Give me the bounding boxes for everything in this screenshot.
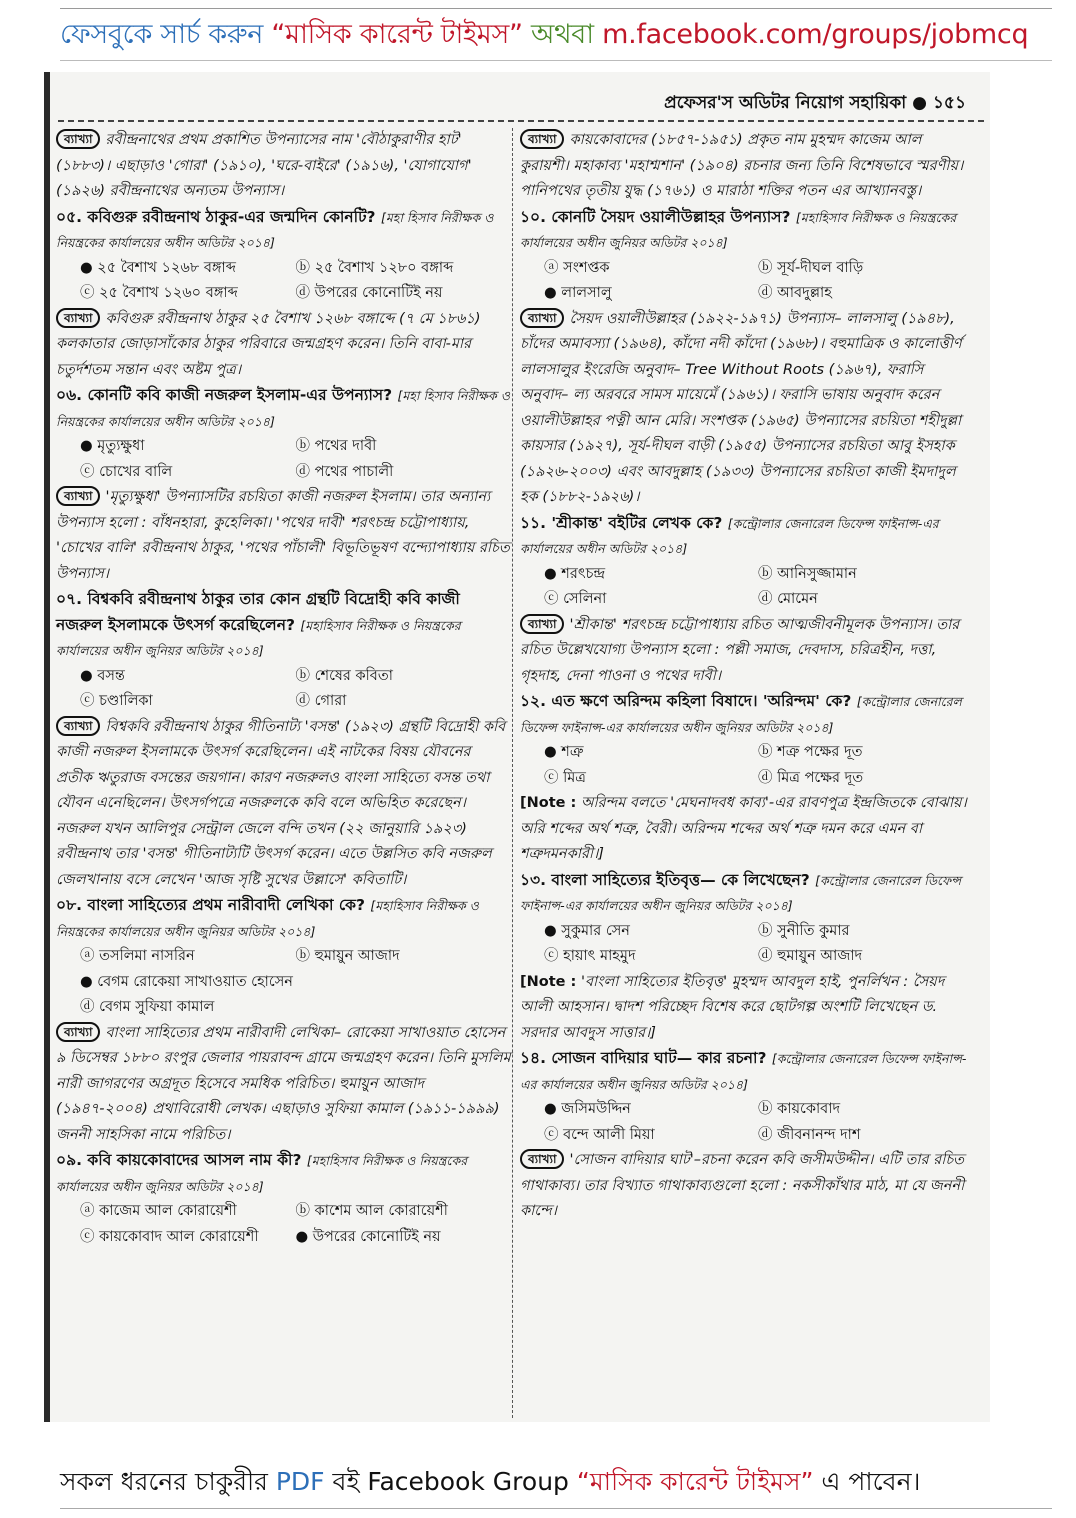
note-block	[520, 791, 972, 868]
option-item: ⓑ সুনীতি কুমার	[758, 922, 850, 939]
question-source: [কন্ট্রোলার জেনারেল ডিফেন্স ফাইনান্স-এর কার্যালয়ের অধীন জুনিয়র অডিটর ২০১৪]	[520, 1051, 967, 1092]
option-item: ⓒ চোখের বালি	[80, 463, 173, 480]
option-item: ⓒ কায়কোবাদ আল কোরায়েশী	[80, 1228, 259, 1245]
footer-text-2: বই Facebook Group	[332, 1467, 569, 1496]
explanation-block	[520, 613, 972, 690]
option-list	[520, 919, 972, 970]
question-source: [মহাহিসাব নিরীক্ষক ও নিয়ন্ত্রকের কার্যালয়ের অধীন জুনিয়র অডিটর ২০১৪]	[56, 898, 479, 939]
option-item: ⓒ হায়াৎ মাহমুদ	[544, 948, 636, 964]
option-item: ⓒ ২৫ বৈশাখ ১২৬০ বঙ্গাব্দ	[80, 285, 238, 301]
question	[56, 1148, 511, 1199]
question-text: ১২. এত ক্ষণে অরিন্দম কহিলা বিষাদে। 'অরিন্দম' কে?	[520, 692, 852, 710]
question-text: ১০. কোনটি সৈয়দ ওয়ালীউল্লাহর উপন্যাস?	[520, 207, 791, 226]
right-column	[520, 128, 972, 1225]
question	[520, 868, 972, 919]
explanation-text: বাংলা সাহিত্যের প্রথম নারীবাদী লেখিকা– রোকেয়া সাখাওয়াত হোসেন ৯ ডিসেম্বর ১৮৮০ রংপুর জেলার পায়রাবন্দ গ্রামে জন্মগ্রহণ করেন। তিনি মুসলিম নারী জাগরণের অগ্রদূত হিসেবে সমধিক পরিচিত। হুমায়ুন আজাদ (১৯৪৭-২০০৪) প্রথাবিরোধী লেখক। এছাড়াও সুফিয়া কামাল (১৯১১-১৯৯৯) জননী সাহসিকা নামে পরিচিত।	[56, 1024, 511, 1143]
option-item: ⓓ বেগম সুফিয়া কামাল	[80, 999, 215, 1015]
explanation-text: কায়কোবাদের (১৮৫৭-১৯৫১) প্রকৃত নাম মুহম্মদ কাজেম আল কুরায়শী। মহাকাব্য 'মহাশ্মশান' (১৯০৪) রচনার জন্য তিনি বিশেষভাবে স্মরণীয়। পানিপথের তৃতীয় যুদ্ধ (১৭৬১) ও মারাঠা শক্তির পতন এর আখ্যানবস্তু।	[520, 132, 964, 199]
explanation-tag: ব্যাখ্যা	[520, 614, 564, 634]
option-item: ⓓ মোমেন	[758, 591, 818, 607]
note-head: [Note :	[520, 973, 577, 990]
option-item: ⓑ আনিসুজ্জামান	[758, 565, 857, 582]
header-or-text: অথবা	[531, 19, 594, 50]
explanation-tag: ব্যাখ্যা	[56, 486, 100, 506]
explanation-text: 'শ্রীকান্ত' শরৎচন্দ্র চট্টোপাধ্যায় রচিত আত্মজীবনীমূলক উপন্যাস। তার রচিত উল্লেখযোগ্য উপন্যাস হলো : পল্লী সমাজ, দেবদাস, চরিত্রহীন, দত্তা, গৃহদাহ, দেনা পাওনা ও পথের দাবী।	[520, 616, 960, 684]
option-item: ⓓ জীবনানন্দ দাশ	[758, 1126, 861, 1143]
footer-text-3: এ পাবেন।	[821, 1467, 921, 1496]
explanation-block	[56, 715, 511, 894]
question-source: [মহাহিসাব নিরীক্ষক ও নিয়ন্ত্রকের কার্যালয়ের অধীন জুনিয়র অডিটর ২০১৪]	[520, 209, 957, 250]
question-text: ০৭. বিশ্বকবি রবীন্দ্রনাথ ঠাকুর তার কোন গ্রন্থটি বিদ্রোহী কবি কাজী নজরুল ইসলামকে উৎসর্গ করেছিলেন?	[56, 590, 460, 634]
option-item: ⓓ মিত্র পক্ষের দূত	[758, 769, 864, 786]
option-item: ⓑ কায়কোবাদ	[758, 1101, 841, 1117]
explanation-tag: ব্যাখ্যা	[56, 308, 100, 328]
explanation-text: কবিগুরু রবীন্দ্রনাথ ঠাকুর ২৫ বৈশাখ ১২৬৮ বঙ্গাব্দে (৭ মে ১৮৬১) কলকাতার জোড়াসাঁকোর ঠাকুর পরিবারে জন্মগ্রহণ করেন। তিনি বাবা-মার চতুর্দশতম সন্তান এবং অষ্টম পুত্র।	[56, 310, 481, 378]
left-column	[56, 128, 511, 1250]
question	[520, 1046, 972, 1097]
footer-pdf: PDF	[275, 1467, 325, 1496]
question-source: [মহা হিসাব নিরীক্ষক ও নিয়ন্ত্রকের কার্যালয়ের অধীন অডিটর ২০১৪]	[56, 209, 494, 250]
question-text: ০৬. কোনটি কবি কাজী নজরুল ইসলাম-এর উপন্যাস?	[56, 386, 393, 404]
column-divider	[512, 128, 513, 1418]
option-item: ⓑ কাশেম আল কোরায়েশী	[295, 1203, 448, 1219]
question	[56, 587, 511, 664]
question-text: ১৪. সোজন বাদিয়ার ঘাট— কার রচনা?	[520, 1049, 767, 1067]
option-item: ⓐ তসলিমা নাসরিন	[80, 948, 195, 964]
explanation-text: রবীন্দ্রনাথের প্রথম প্রকাশিত উপন্যাসের নাম 'বৌঠাকুরাণীর হাট' (১৮৮৩)। এছাড়াও 'গোরা' (১৯১০), 'ঘরে-বাইরে' (১৯১৬), 'যোগাযোগ' (১৯২৬) রবীন্দ্রনাথের অন্যতম উপন্যাস।	[56, 132, 472, 199]
question-source: [মহাহিসাব নিরীক্ষক ও নিয়ন্ত্রকের কার্যালয়ের অধীন জুনিয়র অডিটর ২০১৪]	[56, 1153, 468, 1194]
option-item: ● শরৎচন্দ্র	[544, 565, 606, 582]
promo-header	[60, 14, 1060, 59]
option-item: ● শত্রু	[544, 744, 584, 760]
explanation-block	[520, 307, 972, 511]
explanation-tag: ব্যাখ্যা	[520, 308, 564, 328]
option-list	[56, 944, 511, 970]
note-text: অরিন্দম বলতে 'মেঘনাদবধ কাব্য'-এর রাবণপুত্র ইন্দ্রজিতকে বোঝায়। অরি শব্দের অর্থ শত্রু, বৈরী। অরিন্দম শব্দের অর্থ শত্রু দমন করে এমন বা শত্রুদমনকারী।]	[520, 795, 967, 862]
explanation-block	[56, 128, 511, 205]
option-item: ● বেগম রোকেয়া সাখাওয়াত হোসেন	[80, 973, 293, 990]
option-list	[56, 434, 511, 485]
option-item: ⓓ গোরা	[295, 693, 347, 709]
question-text: ১৩. বাংলা সাহিত্যের ইতিবৃত্ত— কে লিখেছেন?	[520, 870, 810, 889]
question	[56, 205, 511, 256]
promo-footer	[60, 1462, 920, 1505]
option-item: ● বসন্ত	[80, 667, 125, 684]
question-source: [কন্ট্রোলার জেনারেল ডিফেন্স ফাইনান্স-এর কার্যালয়ের অধীন অডিটর ২০১৪]	[520, 515, 939, 556]
explanation-text: বিশ্বকবি রবীন্দ্রনাথ ঠাকুর গীতিনাট্য 'বসন্ত' (১৯২৩) গ্রন্থটি বিদ্রোহী কবি কাজী নজরুল ইসলামকে উৎসর্গ করেছিলেন। এই নাটকের বিষয় যৌবনের প্রতীক ঋতুরাজ বসন্তের জয়গান। কারণ নজরুলও বাংলা সাহিত্যে বসন্ত তথা যৌবন এনেছিলেন। উৎসর্গপত্রে নজরুলকে কবি বলে অভিহিত করেছেন। নজরুল যখন আলিপুর সেন্ট্রাল জেলে বন্দি তখন (২২ জানুয়ারি ১৯২৩) রবীন্দ্রনাথ তার 'বসন্ত' গীতিনাট্যটি উৎসর্গ করেন। এতে উল্লসিত কবি নজরুল জেলখানায় বসে লেখেন 'আজ সৃষ্টি সুখের উল্লাসে' কবিতাটি।	[56, 718, 506, 888]
option-list	[520, 1097, 972, 1148]
option-list	[520, 740, 972, 791]
explanation-tag: ব্যাখ্যা	[520, 129, 564, 149]
option-item: ⓐ সংশপ্তক	[544, 259, 610, 276]
top-rule	[60, 8, 1052, 9]
footer-group-name: “মাসিক কারেন্ট টাইমস”	[576, 1467, 814, 1496]
explanation-block	[520, 128, 972, 205]
question-source: [কন্ট্রোলার জেনারেল ডিফেন্স ফাইনান্স-এর কার্যালয়ের অধীন জুনিয়র অডিটর ২০১৪]	[520, 694, 962, 735]
question-text: ০৫. কবিগুরু রবীন্দ্রনাথ ঠাকুর-এর জন্মদিন কোনটি?	[56, 207, 376, 226]
page-head-divider	[58, 120, 984, 122]
question-text: ০৯. কবি কায়কোবাদের আসল নাম কী?	[56, 1151, 302, 1169]
explanation-block	[520, 1148, 972, 1225]
option-item: ⓓ হুমায়ুন আজাদ	[758, 948, 863, 964]
header-rule	[60, 60, 1052, 61]
option-item: ⓑ সূর্য-দীঘল বাড়ি	[758, 259, 864, 276]
running-head: প্রফেসর'স অডিটর নিয়োগ সহায়িকা ● ১৫১	[664, 93, 966, 113]
option-item: ⓒ সেলিনা	[544, 591, 607, 607]
explanation-tag: ব্যাখ্যা	[56, 716, 100, 736]
explanation-text: 'সোজন বাদিয়ার ঘাট'–রচনা করেন কবি জসীমউদ্দীন। এটি তার রচিত গাথাকাব্য। তার বিখ্যাত গাথাকাব্যগুলো হলো : নকসীকাঁথার মাঠ, মা যে জননী কান্দে।	[520, 1152, 965, 1219]
option-item: ⓓ উপরের কোনোটিই নয়	[295, 285, 443, 301]
question	[56, 893, 511, 944]
option-item: ● লালসালু	[544, 285, 612, 301]
question-text: ১১. 'শ্রীকান্ত' বইটির লেখক কে?	[520, 513, 723, 532]
footer-text-1: সকল ধরনের চাকুরীর	[60, 1467, 268, 1496]
scan-edge	[44, 72, 50, 1422]
header-search-text: ফেসবুকে সার্চ করুন	[60, 19, 264, 50]
scanned-page	[44, 72, 990, 1422]
option-item: ⓒ বন্দে আলী মিয়া	[544, 1126, 655, 1143]
question-source: [মহাহিসাব নিরীক্ষক ও নিয়ন্ত্রকের কার্যালয়ের অধীন জুনিয়র অডিটর ২০১৪]	[56, 617, 461, 658]
explanation-tag: ব্যাখ্যা	[520, 1149, 564, 1169]
question	[520, 205, 972, 256]
option-item: ⓒ মিত্র	[544, 769, 586, 786]
option-list	[520, 256, 972, 307]
explanation-block	[56, 485, 511, 587]
question	[520, 511, 972, 562]
question	[520, 689, 972, 740]
option-list	[56, 256, 511, 307]
option-item: ● সুকুমার সেন	[544, 922, 630, 939]
note-head: [Note :	[520, 795, 577, 811]
bottom-rule	[60, 1508, 1052, 1509]
note-text: 'বাংলা সাহিত্যের ইতিবৃত্ত' মুহম্মদ আবদুল হাই, পুনর্লিখন : সৈয়দ আলী আহসান। দ্বাদশ পরিচ্ছেদ বিশেষ করে ছোটগল্প অংশটি লিখেছেন ড. সরদার আবদুস সাত্তার।]	[520, 973, 945, 1041]
option-item: ⓑ পথের দাবী	[295, 438, 377, 454]
header-group-name: “মাসিক কারেন্ট টাইমস”	[271, 19, 523, 50]
note-block	[520, 970, 972, 1047]
option-item: ⓓ পথের পাচালী	[295, 463, 394, 480]
question	[56, 383, 511, 434]
explanation-text: সৈয়দ ওয়ালীউল্লাহর (১৯২২-১৯৭১) উপন্যাস– লালসালু (১৯৪৮), চাঁদের অমাবস্যা (১৯৬৪), কাঁদো নদী কাঁদো (১৯৬৮)। বহুমাত্রিক ও কালোত্তীর্ণ লালসালুর ইংরেজি অনুবাদ– Tree Without Roots (১৯৬৭), ফরাসি অনুবাদ– ল্য অরবরে সামস মায়েমেঁ (১৯৬১)। ফরাসি ভাষায় অনুবাদ করেন ওয়ালীউল্লাহর পত্নী আন মেরি। সংশপ্তক (১৯৬৫) উপন্যাসের রচয়িতা শহীদুল্লা কায়সার (১৯২৭), সূর্য-দীঘল বাড়ী (১৯৫৫) উপন্যাসের রচয়িতা আবু ইসহাক (১৯২৬-২০০৩) এবং আবদুল্লাহ (১৯৩৩) উপন্যাসের রচয়িতা কাজী ইমদাদুল হক (১৮৮২-১৯২৬)।	[520, 310, 962, 505]
option-list	[56, 1199, 511, 1250]
option-item: ⓐ কাজেম আল কোরায়েশী	[80, 1203, 237, 1219]
option-list	[56, 664, 511, 715]
option-item: ● জসিমউদ্দিন	[544, 1101, 631, 1117]
explanation-block	[56, 307, 511, 384]
explanation-tag: ব্যাখ্যা	[56, 129, 100, 149]
option-item: ● মৃত্যুক্ষুধা	[80, 438, 145, 454]
option-list	[520, 562, 972, 613]
option-item: ● ২৫ বৈশাখ ১২৬৮ বঙ্গাব্দ	[80, 259, 236, 276]
option-item: ⓑ ২৫ বৈশাখ ১২৮০ বঙ্গাব্দ	[295, 259, 454, 276]
option-list	[56, 970, 511, 1021]
explanation-text: 'মৃত্যুক্ষুধা' উপন্যাসটির রচয়িতা কাজী নজরুল ইসলাম। তার অন্যান্য উপন্যাস হলো : বাঁধনহারা, কুহেলিকা। 'পথের দাবী' শরৎচন্দ্র চট্টোপাধ্যায়, 'চোখের বালি' রবীন্দ্রনাথ ঠাকুর, 'পথের পাঁচালী' বিভূতিভূষণ বন্দ্যোপাধ্যায় রচিত উপন্যাস।	[56, 489, 510, 582]
header-url-link[interactable]: m.facebook.com/groups/jobmcq	[602, 19, 1029, 50]
option-item: ⓓ আবদুল্লাহ	[758, 285, 832, 301]
option-item: ⓒ চণ্ডালিকা	[80, 693, 153, 709]
explanation-tag: ব্যাখ্যা	[56, 1022, 100, 1042]
explanation-block	[56, 1021, 511, 1149]
option-item: ⓑ শত্রু পক্ষের দূত	[758, 744, 863, 760]
option-item: ● উপরের কোনোটিই নয়	[295, 1228, 441, 1245]
question-source: [মহা হিসাব নিরীক্ষক ও নিয়ন্ত্রকের কার্যালয়ের অধীন অডিটর ২০১৪]	[56, 388, 510, 429]
option-item: ⓑ শেষের কবিতা	[295, 667, 393, 684]
question-text: ০৮. বাংলা সাহিত্যের প্রথম নারীবাদী লেখিকা কে?	[56, 896, 365, 914]
question-source: [কন্ট্রোলার জেনারেল ডিফেন্স ফাইনান্স-এর কার্যালয়ের অধীন জুনিয়র অডিটর ২০১৪]	[520, 872, 962, 913]
option-item: ⓑ হুমায়ুন আজাদ	[295, 948, 400, 964]
